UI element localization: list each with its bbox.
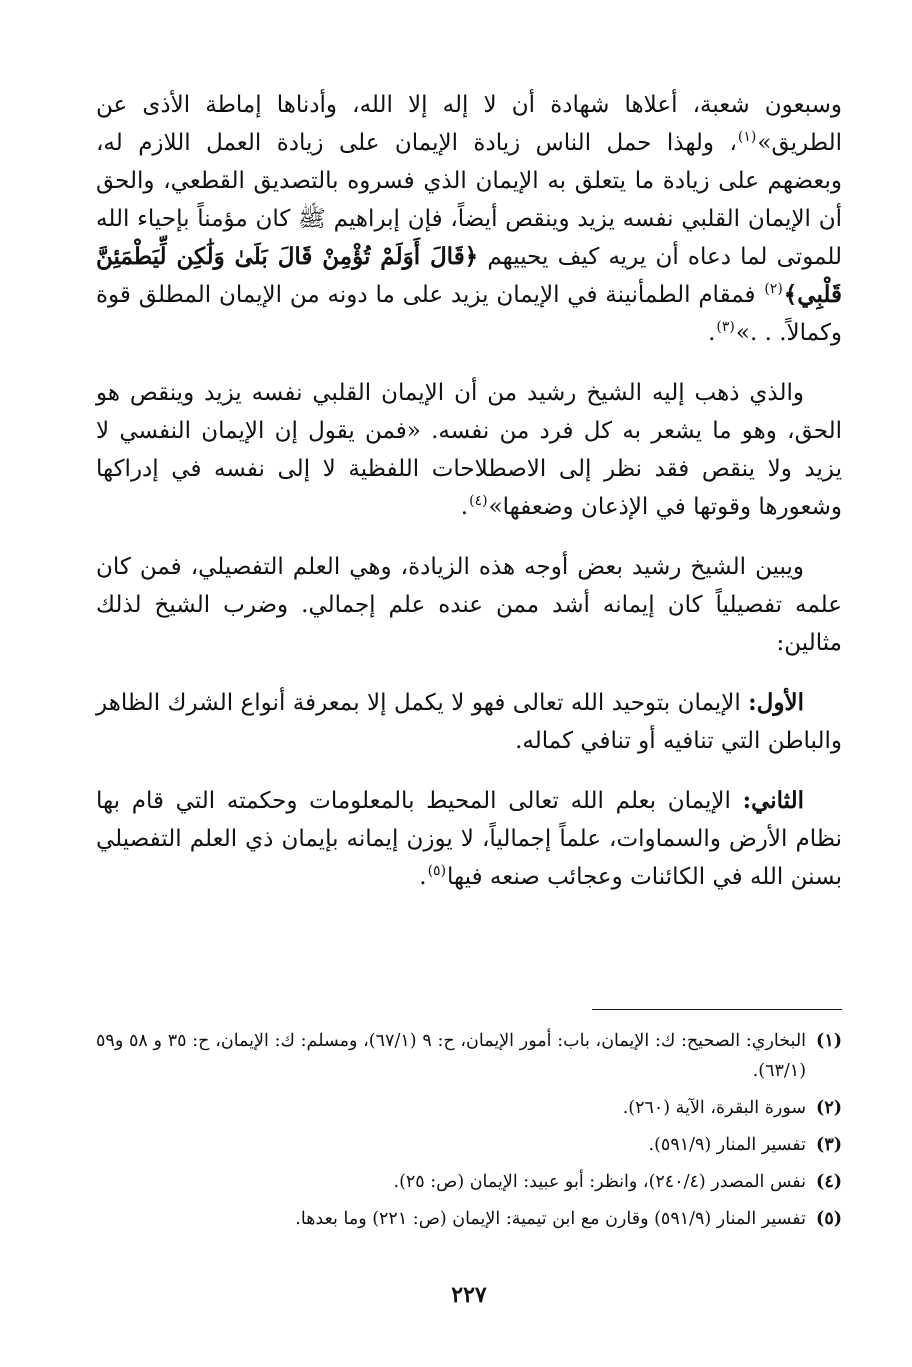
footnote-number: (٢) [816,1098,842,1118]
footnote-number: (٣) [816,1135,842,1155]
footnote-5 [96,1204,842,1234]
footnote-number: (٤) [816,1172,842,1192]
footnote-number: (١) [816,1031,842,1051]
footnote-text: نفس المصدر (٢٤٠/٤)، وانظر: أبو عبيد: الإيمان (ص: ٢٥). [393,1172,807,1192]
para1-text-c: فمقام الطمأنينة في الإيمان يزيد على ما دونه من الإيمان المطلق قوة وكمالاً. . .» [96,282,842,346]
footnote-ref-2: (٢) [764,281,783,298]
footnote-1 [96,1026,842,1086]
footnote-ref-3: (٣) [716,319,735,336]
footnote-2 [96,1093,842,1123]
example-first [96,684,842,760]
footnote-divider [592,1009,842,1010]
footnote-text: تفسير المنار (٥٩١/٩) وقارن مع ابن تيمية: الإيمان (ص: ٢٢١) وما بعدها. [295,1209,807,1229]
quran-verse: ﴿قَالَ أَوَلَمْ تُؤْمِنْ قَالَ بَلَىٰ وَلَٰكِن لِّيَطْمَئِنَّ قَلْبِي﴾ [96,243,842,308]
example-first-text: الإيمان بتوحيد الله تعالى فهو لا يكمل إلا بمعرفة أنواع الشرك الظاهر والباطن التي تنافيه أو تنافي كماله. [96,690,842,754]
footnote-ref-1: (١) [737,129,757,146]
example-second-text-a: الإيمان بعلم الله تعالى المحيط بالمعلومات وحكمته التي قام بها نظام الأرض والسماوات، علماً إجمالياً، لا يوزن إيمانه بإيمان ذي العلم التفصيلي بسنن الله في الكائنات وعجائب صنعه فيها [96,788,842,890]
footnote-4 [96,1167,842,1197]
example-second-lead: الثاني: [742,787,804,814]
para1-text-b: ، ولهذا حمل الناس زيادة الإيمان على زيادة العمل اللازم له، وبعضهم على زيادة ما يتعلق به الإيمان الذي فسروه بالتصديق القطعي، والحق أن الإيمان القلبي نفسه يزيد وينقص أيضاً، فإن إبراهيم ﷺ كان مؤمناً بإحياء الله للموتى لما دعاه أن يريه كيف يحييهم [96,130,842,270]
footnote-ref-5: (٥) [427,863,447,880]
example-second-text-b: . [419,864,427,890]
page-number: ٢٢٧ [451,1282,487,1308]
body-paragraph-2 [96,374,842,526]
footnote-ref-4: (٤) [469,493,488,510]
footnote-number: (٥) [816,1209,842,1229]
footnote-text: البخاري: الصحيح: ك: الإيمان، باب: أمور الإيمان، ح: ٩ (٦٧/١)، ومسلم: ك: الإيمان، ح: ٣٥ و ٥٨ و٥٩ (٦٣/١). [96,1031,807,1081]
example-first-lead: الأول: [748,689,804,716]
footnote-3 [96,1130,842,1160]
para1-text-a: وسبعون شعبة، أعلاها شهادة أن لا إله إلا الله، وأدناها إماطة الأذى عن الطريق» [96,92,842,156]
para2-text-b: . [460,494,469,520]
book-page [96,86,842,1367]
example-second [96,782,842,896]
footnotes-list [96,1026,842,1241]
para1-text-d: . [708,320,716,346]
body-paragraph-3: ويبين الشيخ رشيد بعض أوجه هذه الزيادة، وهي العلم التفصيلي، فمن كان علمه تفصيلياً كان إيمانه أشد ممن عنده علم إجمالي. وضرب الشيخ لذلك مثالين: [96,554,842,656]
footnote-text: تفسير المنار (٥٩١/٩). [648,1135,807,1155]
body-paragraph-1 [96,86,842,352]
para2-text-a: والذي ذهب إليه الشيخ رشيد من أن الإيمان القلبي نفسه يزيد وينقص هو الحق، وهو ما يشعر به كل فرد من نفسه. «فمن يقول إن الإيمان النفسي لا يزيد ولا ينقص فقد نظر إلى الاصطلاحات اللفظية لا إلى نفسه في إدراكها وشعورها وقوتها في الإذعان وضعفها» [96,380,842,520]
footnote-text: سورة البقرة، الآية (٢٦٠). [622,1098,807,1118]
